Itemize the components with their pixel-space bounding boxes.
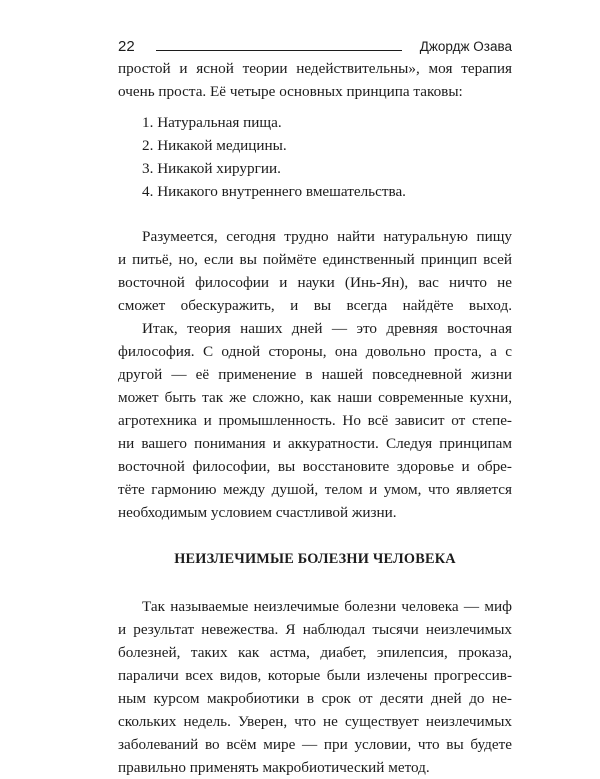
text-line: правильно применять макробиотический метод. [118,759,430,776]
text-line: параличи всех видов, которые были излечены прогрессив- [118,667,512,684]
text-line: тёте гармонию между душой, телом и умом, что является [118,481,512,498]
paragraph-theory [118,317,512,524]
text-line: скольких недель. Уверен, что не существует неизлечимых [118,713,512,730]
list-item: 3. Никакой хирургии. [142,160,281,177]
section-heading: НЕИЗЛЕЧИМЫЕ БОЛЕЗНИ ЧЕЛОВЕКА [174,551,456,567]
header-rule [156,50,402,51]
running-author: Джордж Озава [419,39,512,54]
list-item: 1. Натуральная пища. [142,114,282,131]
text-line: философия. С одной стороны, она довольно проста, а с [118,343,512,360]
text-line: и питьё, но, если вы поймёте единственный принцип всей [118,251,512,268]
principles-list [118,111,512,203]
text-line: другой — её применение в нашей повседневной жизни [118,366,512,383]
text-line: болезней, таких как астма, диабет, эпилепсия, проказа, [118,644,512,661]
page-header [118,38,512,56]
text-line: Разумеется, сегодня трудно найти натуральную пищу [142,228,512,245]
text-line: может быть так же сложно, как наши современные кухни, [118,389,512,406]
text-line: сможет обескуражить, и вы всегда найдёте выход. [118,297,512,314]
text-line: ным курсом макробиотики в срок от десяти дней до не- [118,690,512,707]
intro-paragraph [118,57,512,103]
paragraph-natural-food [118,225,512,317]
text-line: ни вашего понимания и аккуратности. Следуя принципам [118,435,512,452]
list-item: 2. Никакой медицины. [142,137,287,154]
text-line: и результат невежества. Я наблюдал тысячи неизлечимых [118,621,512,638]
page-body [118,57,512,779]
text-line: заболеваний во всём мире — при условии, что вы будете [118,736,512,753]
page-number: 22 [118,38,135,55]
text-line: необходимым условием счастливой жизни. [118,504,397,521]
text-line: восточной философии и науки (Инь-Ян), вас ничто не [118,274,512,291]
text-line: очень проста. Её четыре основных принципа таковы: [118,83,463,100]
text-line: простой и ясной теории недействительны», моя терапия [118,60,512,77]
text-line: Так называемые неизлечимые болезни человека — миф [142,598,512,615]
text-line: восточной философии, вы восстановите здоровье и обре- [118,458,512,475]
text-line: Итак, теория наших дней — это древняя восточная [142,320,512,337]
text-line: агротехника и промышленность. Но всё зависит от степе- [118,412,512,429]
list-item: 4. Никакого внутреннего вмешательства. [142,183,406,200]
paragraph-incurable-diseases [118,595,512,779]
